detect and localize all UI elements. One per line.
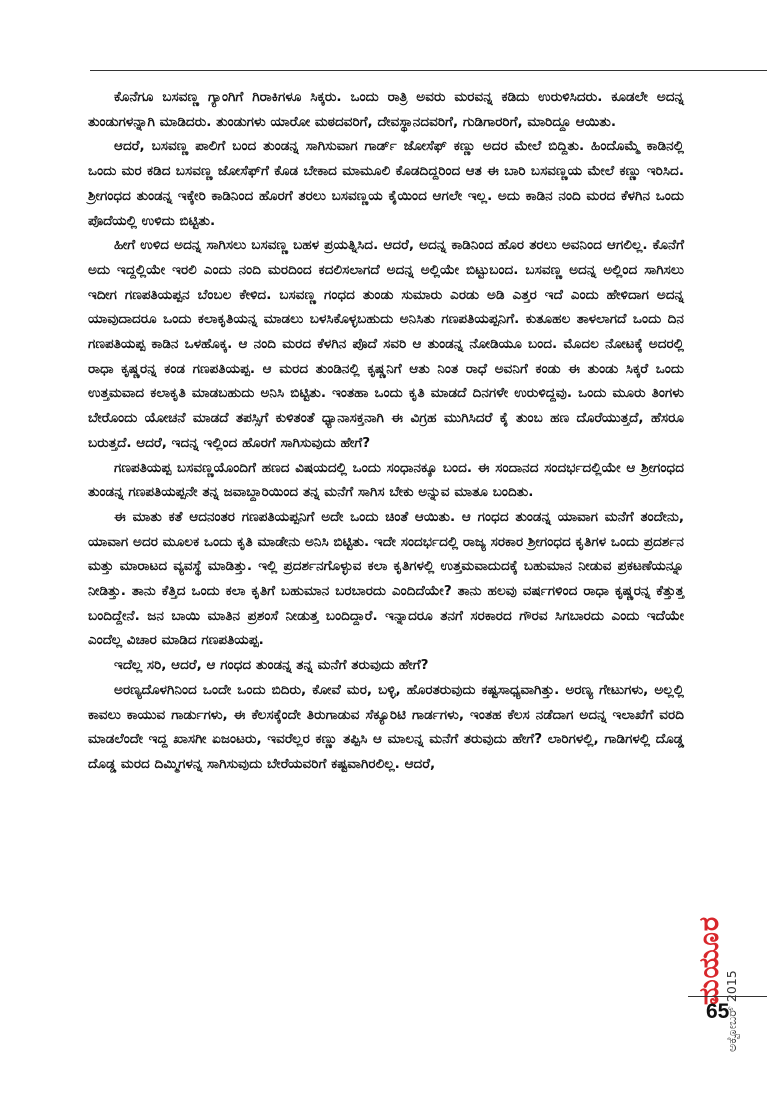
magazine-logo: ಮಯೂರ [694, 915, 725, 1005]
paragraph: ಅರಣ್ಯದೊಳಗಿನಿಂದ ಒಂದೇ ಒಂದು ಬಿದಿರು, ಕೋವೆ ಮರ, ಬಳ್ಳಿ, ಹೊರತರುವುದು ಕಷ್ಟಸಾಧ್ಯವಾಗಿತ್ತು. ಅರಣ್ಯ ಗೇಟುಗಳು, ಅಲ್ಲಲ್ಲಿ ಕಾವಲು ಕಾಯುವ ಗಾರ್ಡುಗಳು, ಈ ಕೆಲಸಕ್ಕೆಂದೇ ತಿರುಗಾಡುವ ಸೆಕ್ಯೂರಿಟಿ ಗಾರ್ಡಗಳು, ಇಂತಹ ಕೆಲಸ ನಡೆದಾಗ ಅದನ್ನ ಇಲಾಖೆಗೆ ವರದಿ ಮಾಡಲೆಂದೇ ಇದ್ದ ಖಾಸಗೀ ಏಜಂಟರು, ಇವರೆಲ್ಲರ ಕಣ್ಣು ತಪ್ಪಿಸಿ ಆ ಮಾಲನ್ನ ಮನೆಗೆ ತರುವುದು ಹೇಗೆ? ಲಾರಿಗಳಲ್ಲಿ, ಗಾಡಿಗಳಲ್ಲಿ ದೊಡ್ಡ ದೊಡ್ಡ ಮರದ ದಿಮ್ಮಿಗಳನ್ನ ಸಾಗಿಸುವುದು ಬೇರೆಯವರಿಗೆ ಕಷ್ಟವಾಗಿರಲಿಲ್ಲ. ಆದರೆ, [88, 681, 684, 772]
paragraph: ಕೊನೆಗೂ ಬಸವಣ್ಣ ಗ್ಯಾಂಗಿಗೆ ಗಿರಾಕಿಗಳೂ ಸಿಕ್ಕರು. ಒಂದು ರಾತ್ರಿ ಅವರು ಮರವನ್ನ ಕಡಿದು ಉರುಳಿಸಿದರು. ಕೂಡಲೇ ಅದನ್ನ ತುಂಡುಗಳನ್ನಾಗಿ ಮಾಡಿದರು. ತುಂಡುಗಳು ಯಾರೋ ಮಠದವರಿಗೆ, ದೇವಸ್ಥಾನದವರಿಗೆ, ಗುಡಿಗಾರರಿಗೆ, ಮಾರಿದ್ದೂ ಆಯಿತು. [88, 89, 684, 130]
paragraph: ಗಣಪತಿಯಪ್ಪ ಬಸವಣ್ಣಯೊಂದಿಗೆ ಹಣದ ವಿಷಯದಲ್ಲಿ ಒಂದು ಸಂಧಾನಕ್ಕೂ ಬಂದ. ಈ ಸಂದಾನದ ಸಂದರ್ಭದಲ್ಲಿಯೇ ಆ ಶ್ರೀಗಂಧದ ತುಂಡನ್ನ ಗಣಪತಿಯಪ್ಪನೇ ತನ್ನ ಜವಾಬ್ದಾರಿಯಿಂದ ತನ್ನ ಮನೆಗೆ ಸಾಗಿಸ ಬೇಕು ಅನ್ನುವ ಮಾತೂ ಬಂದಿತು. [88, 459, 684, 501]
paragraph: ಆದರೆ, ಬಸವಣ್ಣ ಪಾಲಿಗೆ ಬಂದ ತುಂಡನ್ನ ಸಾಗಿಸುವಾಗ ಗಾರ್ಡ್ ಜೋಸೆಫ್ ಕಣ್ಣು ಅದರ ಮೇಲೆ ಬಿದ್ದಿತು. ಹಿಂದೊಮ್ಮೆ ಕಾಡಿನಲ್ಲಿ ಒಂದು ಮರ ಕಡಿದ ಬಸವಣ್ಣ ಜೋಸೆಫ್‌ಗೆ ಕೊಡ ಬೇಕಾದ ಮಾಮೂಲಿ ಕೊಡದಿದ್ದರಿಂದ ಆತ ಈ ಬಾರಿ ಬಸವಣ್ಣಯ ಮೇಲೆ ಕಣ್ಣು ಇರಿಸಿದ. ಶ್ರೀಗಂಧದ ತುಂಡನ್ನ ಇಕ್ಕೇರಿ ಕಾಡಿನಿಂದ ಹೊರಗೆ ತರಲು ಬಸವಣ್ಣಯ ಕೈಯಿಂದ ಆಗಲೇ ಇಲ್ಲ. ಅದು ಕಾಡಿನ ನಂದಿ ಮರದ ಕೆಳಗಿನ ಒಂದು ಪೊದೆಯಲ್ಲಿ ಉಳಿದು ಬಿಟ್ಟಿತು. [88, 138, 684, 229]
article-body [88, 85, 684, 777]
page-number: 65 [706, 1000, 730, 1023]
paragraph: ಇದೆಲ್ಲ ಸರಿ, ಆದರೆ, ಆ ಗಂಧದ ತುಂಡನ್ನ ತನ್ನ ಮನೆಗೆ ತರುವುದು ಹೇಗೆ? [114, 657, 429, 674]
header-rule [90, 70, 767, 71]
issue-date: ಅಕ್ಟೋಬರ್ 2015 [724, 970, 739, 1052]
paragraph: ಈ ಮಾತು ಕತೆ ಆದನಂತರ ಗಣಪತಿಯಪ್ಪನಿಗೆ ಅದೇ ಒಂದು ಚಿಂತೆ ಆಯಿತು. ಆ ಗಂಧದ ತುಂಡನ್ನ ಯಾವಾಗ ಮನೆಗೆ ತಂದೇನು, ಯಾವಾಗ ಅದರ ಮೂಲಕ ಒಂದು ಕೃತಿ ಮಾಡೇನು ಅನಿಸಿ ಬಿಟ್ಟಿತು. ಇದೇ ಸಂದರ್ಭದಲ್ಲಿ ರಾಜ್ಯ ಸರಕಾರ ಶ್ರೀಗಂಧದ ಕೃತಿಗಳ ಒಂದು ಪ್ರದರ್ಶನ ಮತ್ತು ಮಾರಾಟದ ವ್ಯವಸ್ಥೆ ಮಾಡಿತ್ತು. ಇಲ್ಲಿ ಪ್ರದರ್ಶನಗೊಳ್ಳುವ ಕಲಾ ಕೃತಿಗಳಲ್ಲಿ ಉತ್ತಮವಾದುದಕ್ಕೆ ಬಹುಮಾನ ನೀಡುವ ಪ್ರಕಟಣೆಯನ್ನೂ ನೀಡಿತ್ತು. ತಾನು ಕೆತ್ತಿದ ಒಂದು ಕಲಾ ಕೃತಿಗೆ ಬಹುಮಾನ ಬರಬಾರದು ಎಂದಿದೆಯೇ? ತಾನು ಹಲವು ವರ್ಷಗಳಿಂದ ರಾಧಾ ಕೃಷ್ಣರನ್ನ ಕೆತ್ತುತ್ತ ಬಂದಿದ್ದೇನೆ. ಜನ ಬಾಯಿ ಮಾತಿನ ಪ್ರಶಂಸೆ ನೀಡುತ್ತ ಬಂದಿದ್ದಾರೆ. ಇನ್ನಾದರೂ ತನಗೆ ಸರಕಾರದ ಗೌರವ ಸಿಗಬಾರದು ಎಂದು ಇದೆಯೇ ಎಂದೆಲ್ಲ ವಿಚಾರ ಮಾಡಿದ ಗಣಪತಿಯಪ್ಪ. [88, 508, 684, 649]
footer-rule [688, 996, 767, 997]
paragraph: ಹೀಗೆ ಉಳಿದ ಅದನ್ನ ಸಾಗಿಸಲು ಬಸವಣ್ಣ ಬಹಳ ಪ್ರಯತ್ನಿಸಿದ. ಆದರೆ, ಅದನ್ನ ಕಾಡಿನಿಂದ ಹೊರ ತರಲು ಅವನಿಂದ ಆಗಲಿಲ್ಲ. ಕೊನೆಗೆ ಅದು ಇದ್ದಲ್ಲಿಯೇ ಇರಲಿ ಎಂದು ನಂದಿ ಮರದಿಂದ ಕದಲಿಸಲಾಗದೆ ಅದನ್ನ ಅಲ್ಲಿಯೇ ಬಿಟ್ಟುಬಂದ. ಬಸವಣ್ಣ ಅದನ್ನ ಅಲ್ಲಿಂದ ಸಾಗಿಸಲು ಇದೀಗ ಗಣಪತಿಯಪ್ಪನ ಬೆಂಬಲ ಕೇಳಿದ. ಬಸವಣ್ಣ ಗಂಧದ ತುಂಡು ಸುಮಾರು ಎರಡು ಅಡಿ ಎತ್ತರ ಇದೆ ಎಂದು ಹೇಳಿದಾಗ ಅದನ್ನ ಯಾವುದಾದರೂ ಒಂದು ಕಲಾಕೃತಿಯನ್ನ ಮಾಡಲು ಬಳಸಿಕೊಳ್ಳಬಹುದು ಅನಿಸಿತು ಗಣಪತಿಯಪ್ಪನಿಗೆ. ಕುತೂಹಲ ತಾಳಲಾಗದೆ ಒಂದು ದಿನ ಗಣಪತಿಯಪ್ಪ ಕಾಡಿನ ಒಳಹೊಕ್ಕ. ಆ ನಂದಿ ಮರದ ಕೆಳಗಿನ ಪೊದೆ ಸವರಿ ಆ ತುಂಡನ್ನ ನೋಡಿಯೂ ಬಂದ. ಮೊದಲ ನೋಟಕ್ಕೆ ಅದರಲ್ಲಿ ರಾಧಾ ಕೃಷ್ಣರನ್ನ ಕಂಡ ಗಣಪತಿಯಪ್ಪ. ಆ ಮರದ ತುಂಡಿನಲ್ಲಿ ಕೃಷ್ಣನಿಗೆ ಆತು ನಿಂತ ರಾಧೆ ಅವನಿಗೆ ಕಂಡು ಈ ತುಂಡು ಸಿಕ್ಕರೆ ಒಂದು ಉತ್ತಮವಾದ ಕಲಾಕೃತಿ ಮಾಡಬಹುದು ಅನಿಸಿ ಬಿಟ್ಟಿತು. ಇಂತಹಾ ಒಂದು ಕೃತಿ ಮಾಡದೆ ದಿನಗಳೇ ಉರುಳಿದ್ದವು. ಒಂದು ಮೂರು ತಿಂಗಳು ಬೇರೊಂದು ಯೋಚನೆ ಮಾಡದೆ ತಪಸ್ಸಿಗೆ ಕುಳಿತಂತೆ ಧ್ಯಾನಾಸಕ್ತನಾಗಿ ಈ ವಿಗ್ರಹ ಮುಗಿಸಿದರೆ ಕೈ ತುಂಬ ಹಣ ದೊರೆಯುತ್ತದೆ, ಹೆಸರೂ ಬರುತ್ತದೆ. ಆದರೆ, ಇದನ್ನ ಇಲ್ಲಿಂದ ಹೊರಗೆ ಸಾಗಿಸುವುದು ಹೇಗೆ? [88, 237, 684, 451]
